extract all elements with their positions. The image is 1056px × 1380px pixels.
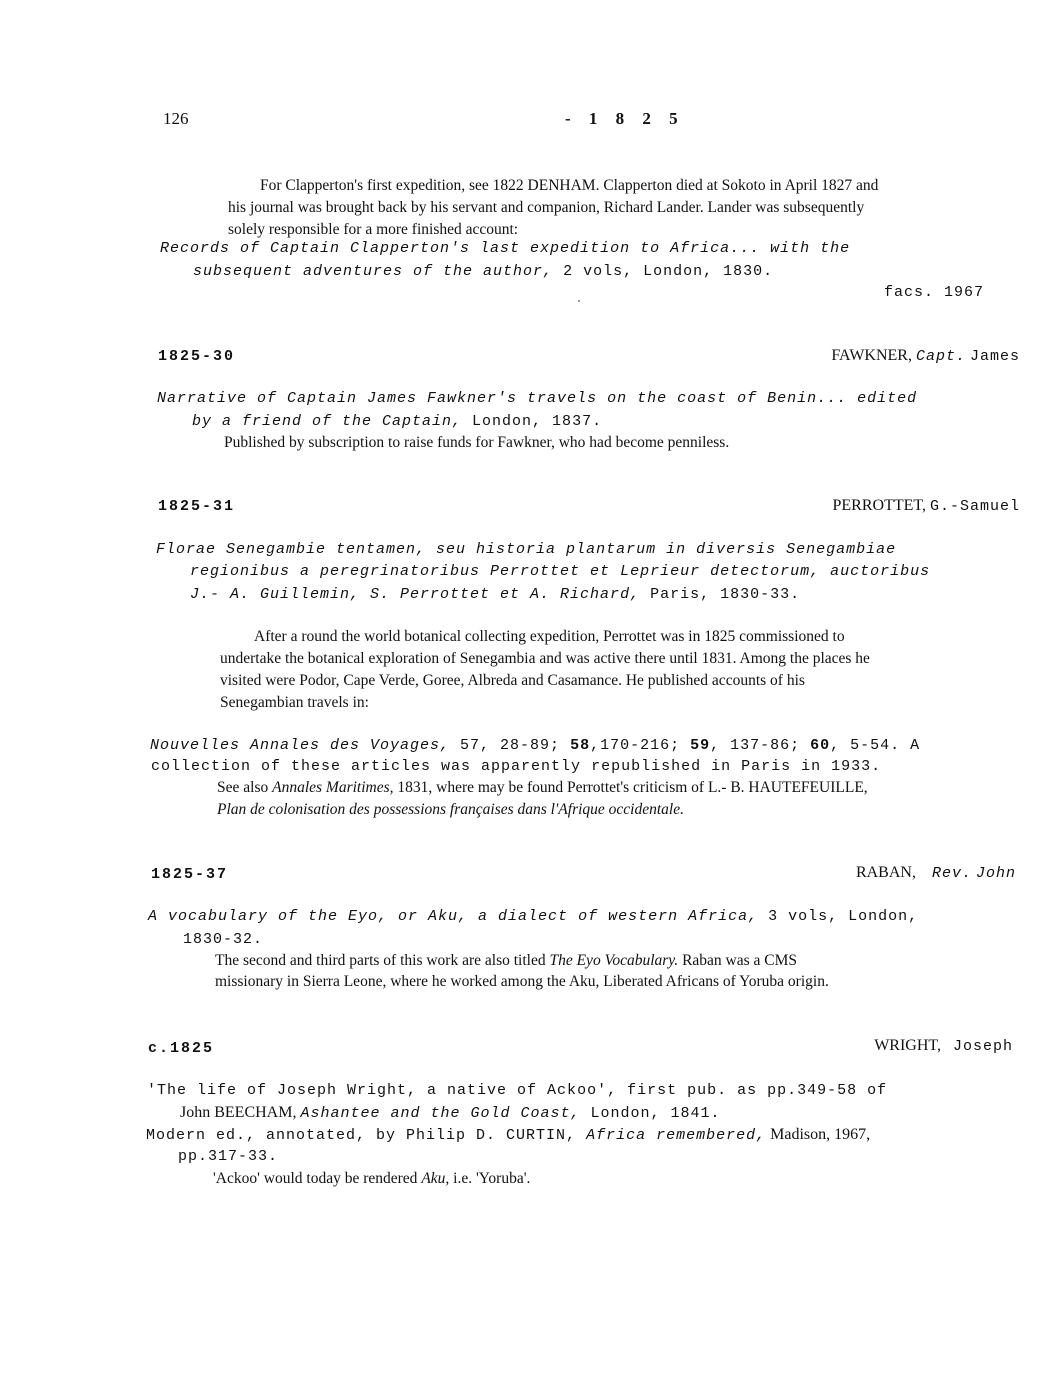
entry-note [213,1168,530,1190]
periodical-title: Nouvelles Annales des Voyages, [150,737,451,754]
author-surname: WRIGHT, [874,1037,941,1054]
ref-pages: ,170-216; [590,737,691,754]
entry-date: c.1825 [148,1040,215,1057]
citation-imprint: London, 1841. [580,1105,721,1122]
speck [578,300,580,302]
author-title: Capt. [915,348,966,365]
see-also-line-1 [217,777,868,799]
entry-note-line-2: missionary in Sierra Leone, where he worked among the Aku, Liberated Africans of Yoruba origin. [215,973,829,990]
citation-imprint: Madison, 1967, [766,1126,871,1143]
note-title: Aku, [421,1170,450,1187]
entry-imprint-line-2: 1830-32. [183,931,264,948]
entry-imprint: London, 1837. [462,413,603,430]
entry-note-line-4: Senegambian travels in: [220,694,369,711]
entry-note-line-1: After a round the world botanical collecting expedition, Perrottet was in 1825 commissioned to [254,628,845,645]
entry-title-line-3 [190,585,800,603]
ref-pages: , 5-54. A [830,737,921,754]
ref-volume: 59 [690,737,711,754]
author-surname: FAWKNER, [831,347,912,364]
intro-ref-imprint: 2 vols, London, 1830. [553,263,774,280]
entry-title-line-2 [192,412,602,430]
entry-title-line-1: 'The life of Joseph Wright, a native of Ackoo', first pub. as pp.349-58 of [147,1082,888,1099]
author-given-name: G.-Samuel [929,498,1020,515]
entry-title-line-1 [148,907,918,925]
entry-title-line-1: Narrative of Captain James Fawkner's travels on the coast of Benin... edited [157,390,918,407]
author-given-name: John [975,865,1016,882]
entry-title-italic: A vocabulary of the Eyo, or Aku, a dialect of western Africa, [148,908,759,925]
entry-line-2 [180,1104,721,1122]
periodical-ref-line-2: collection of these articles was apparently republished in Paris in 1933. [151,758,882,775]
entry-line-3 [146,1126,870,1144]
author-title: Rev. [931,865,972,882]
entry-note: Published by subscription to raise funds for Fawkner, who had become penniless. [224,434,730,451]
note-text: i.e. 'Yoruba'. [449,1170,531,1187]
ref-volume: 60 [810,737,831,754]
citation-text: John BEECHAM, [180,1104,301,1121]
author-given-name: James [969,348,1020,365]
entry-author [874,1037,1013,1055]
intro-ref-line-2 [193,262,773,280]
citation-text: Modern ed., annotated, by Philip D. CURTIN, [146,1127,587,1144]
entry-author [833,497,1021,515]
running-head: - 1 8 2 5 [565,109,685,128]
note-title: The Eyo Vocabulary. [549,952,679,969]
see-also-text: 1831, where may be found Perrottet's criticism of L.- B. HAUTEFEUILLE, [393,779,868,796]
entry-note-line-3: visited were Podor, Cape Verde, Goree, Albreda and Casamance. He published accounts of his [220,672,805,689]
entry-note-line-1 [215,950,797,972]
citation-title: Ashantee and the Gold Coast, [300,1105,581,1122]
ref-pages: 57, 28-89; [450,737,571,754]
see-also-title: Plan de colonisation des possessions françaises dans l'Afrique occidentale. [217,801,684,818]
author-given-name: Joseph [952,1038,1013,1055]
entry-title-line-1: Florae Senegambie tentamen, seu historia plantarum in diversis Senegambiae [156,541,897,558]
entry-imprint: Paris, 1830-33. [640,586,801,603]
page-number: 126 [163,109,189,128]
intro-line-3: solely responsible for a more finished account: [228,221,519,238]
entry-note-line-2: undertake the botanical exploration of Senegambia and was active there until 1831. Among the places he [220,650,870,667]
intro-line-1: For Clapperton's first expedition, see 1822 DENHAM. Clapperton died at Sokoto in April 1827 and [260,177,879,194]
entry-title-italic: J.- A. Guillemin, S. Perrottet et A. Richard, [190,586,641,603]
see-also-text: See also [217,779,273,796]
note-text: Raban was a CMS [678,952,798,969]
ref-pages: , 137-86; [710,737,811,754]
intro-ref-title-line-2: subsequent adventures of the author, [193,263,554,280]
entry-line-4: pp.317-33. [178,1148,279,1165]
facsimile-note: facs. 1967 [884,284,985,301]
see-also-title: Annales Maritimes, [272,779,394,796]
entry-title-italic: by a friend of the Captain, [192,413,463,430]
entry-imprint: 3 vols, London, [758,908,919,925]
note-text: 'Ackoo' would today be rendered [213,1170,422,1187]
author-surname: PERROTTET, [832,497,926,514]
entry-date: 1825-30 [158,348,236,365]
note-text: The second and third parts of this work are also titled [215,952,550,969]
entry-author [856,864,1016,882]
entry-date: 1825-37 [151,866,229,883]
entry-author [831,347,1020,365]
entry-date: 1825-31 [158,498,236,515]
periodical-ref-line-1 [150,736,920,754]
ref-volume: 58 [570,737,591,754]
intro-line-2: his journal was brought back by his servant and companion, Richard Lander. Lander was subsequently [228,199,865,216]
entry-title-line-2: regionibus a peregrinatoribus Perrottet et Leprieur detectorum, auctoribus [190,563,931,580]
see-also-line-2 [217,799,684,821]
intro-ref-title-line-1: Records of Captain Clapperton's last expedition to Africa... with the [160,240,851,257]
citation-title: Africa remembered, [586,1127,767,1144]
author-surname: RABAN, [855,864,916,881]
